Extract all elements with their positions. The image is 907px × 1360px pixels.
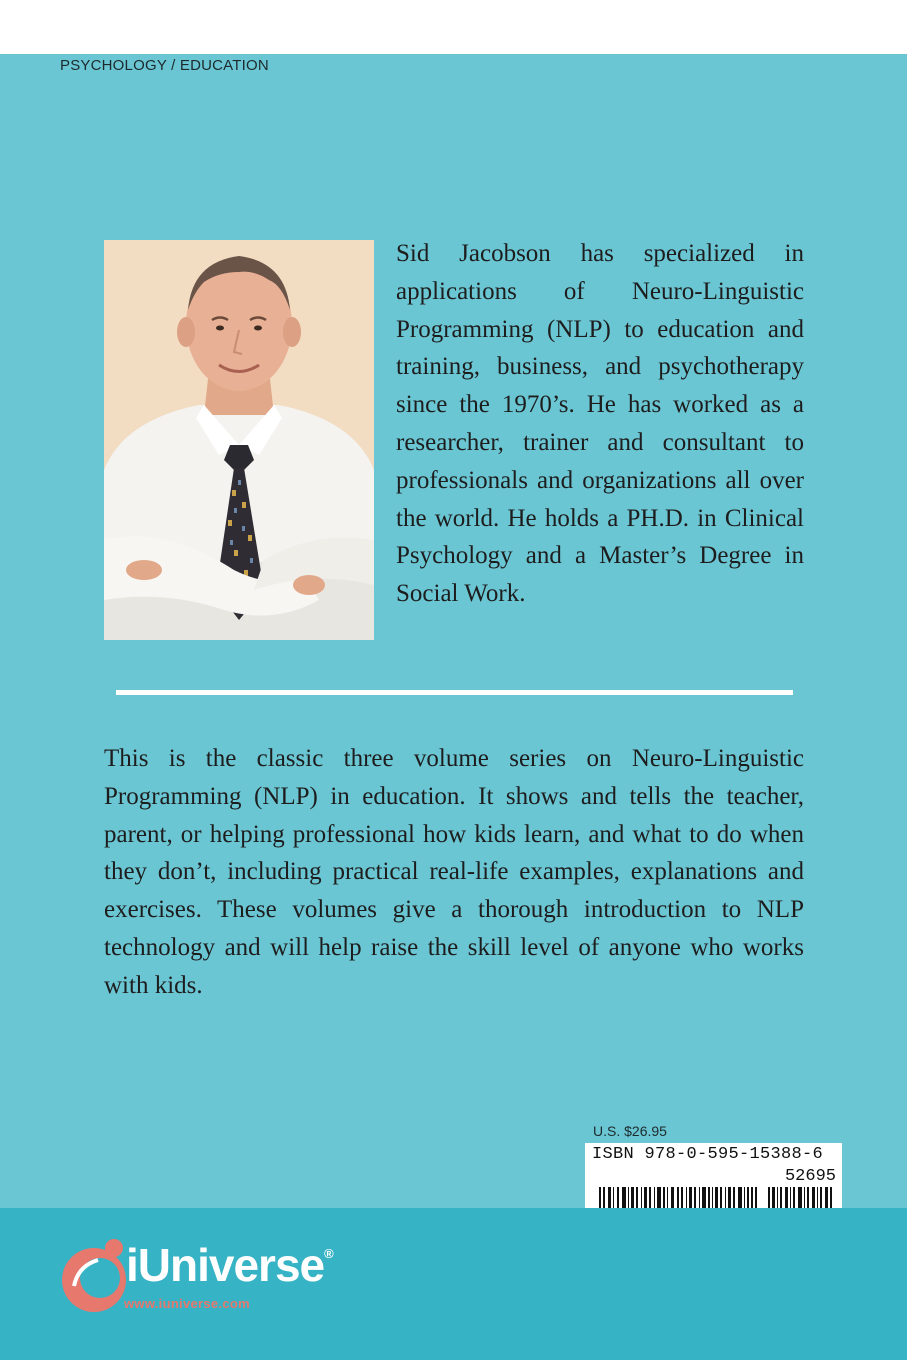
registered-mark: ®	[324, 1246, 333, 1261]
iuniverse-swirl-icon	[54, 1236, 134, 1316]
author-bio: Sid Jacobson has specialized in applications of Neuro-Linguistic Programming (NLP) to education and training, business, and psychotherapy since the 1970’s. He has worked as a researcher, trainer and consultant to professionals and organizations all over the world. He holds a PH.D. in Clinical Psychology and a Master’s Degree in Social Work.	[396, 240, 804, 608]
price-code: 52695	[784, 1167, 836, 1186]
author-portrait-illustration	[104, 240, 374, 640]
price-label: U.S. $26.95	[593, 1123, 667, 1139]
back-cover	[0, 54, 907, 1360]
publisher-logo	[50, 1232, 360, 1322]
publisher-name-text: iUniverse	[126, 1239, 325, 1291]
category-label: PSYCHOLOGY / EDUCATION	[60, 57, 269, 74]
isbn-label: ISBN 978-0-595-15388-6	[592, 1145, 824, 1164]
publisher-url: www.iuniverse.com	[124, 1296, 250, 1311]
publisher-name	[126, 1238, 333, 1292]
book-description: This is the classic three volume series on Neuro-Linguistic Programming (NLP) in education. It shows and tells the teacher, parent, or helping professional how kids learn, and what to do when they don’t, including practical real-life examples, explanations and exercises. These volumes give a thorough introduction to NLP technology and will help raise the skill level of anyone who works with kids.	[104, 745, 804, 999]
author-photo	[104, 240, 374, 640]
section-divider	[116, 690, 793, 695]
